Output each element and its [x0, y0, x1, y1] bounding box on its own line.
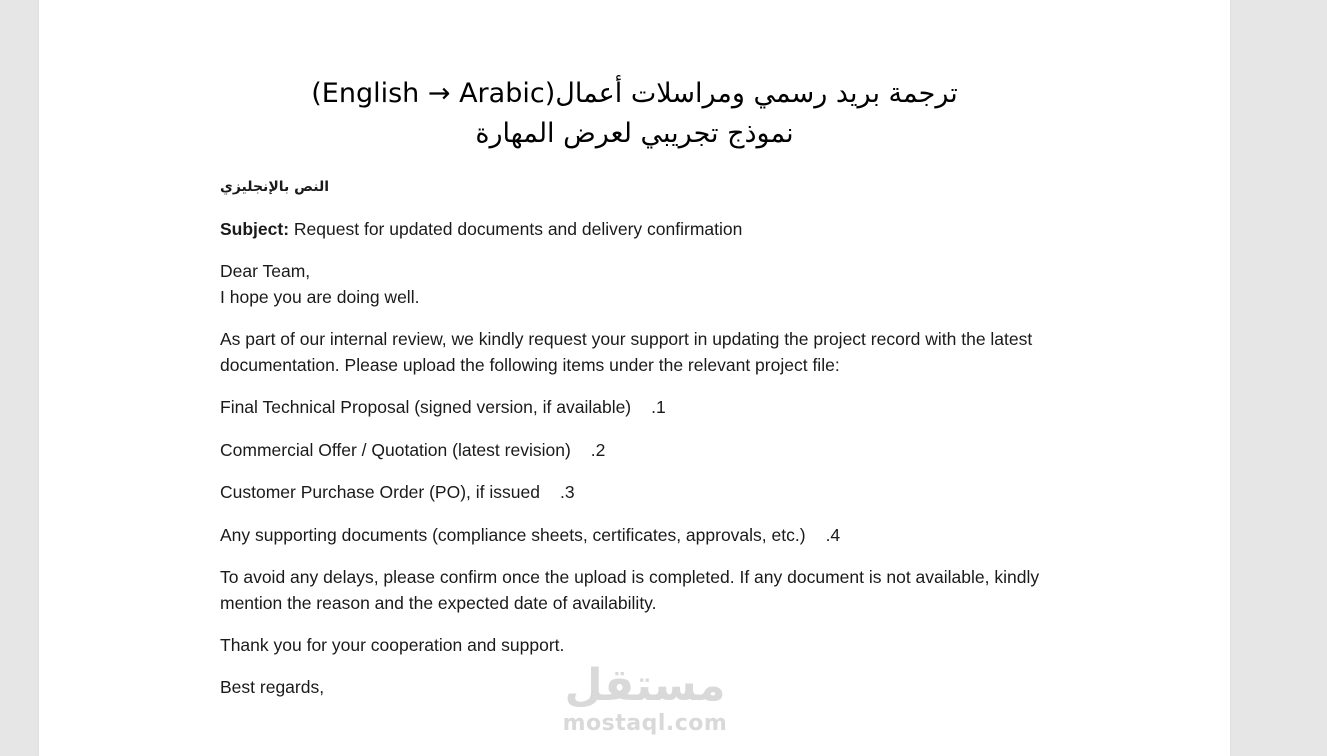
list-item-text: Commercial Offer / Quotation (latest revision)	[220, 439, 571, 460]
closing-line: Best regards,	[220, 677, 325, 697]
list-item	[220, 394, 1060, 420]
document-page	[39, 0, 1230, 756]
list-item-number: .1	[651, 397, 666, 417]
list-item-number: .2	[590, 439, 606, 460]
watermark-latin-text: mostaql.com	[562, 711, 728, 736]
greeting-line-1: Dear Team,	[220, 261, 311, 281]
list-item-number: .4	[825, 524, 841, 545]
list-item-text: Customer Purchase Order (PO), if issued	[220, 482, 540, 502]
list-item-number: .3	[559, 482, 575, 502]
list-item	[220, 437, 1060, 463]
mostaql-watermark	[542, 660, 748, 736]
subject-line	[220, 216, 1060, 242]
section-label-english-text: النص بالإنجليزي	[220, 179, 329, 195]
subject-value: Request for updated documents and delivery confirmation	[289, 219, 743, 239]
list-item-text: Final Technical Proposal (signed version, if available)	[220, 397, 632, 417]
thanks-paragraph: Thank you for your cooperation and support.	[220, 635, 565, 655]
subject-key: Subject:	[220, 219, 290, 239]
list-item	[220, 479, 1060, 505]
title-line-1: ترجمة بريد رسمي ومراسلات أعمال(English → Arabic)	[311, 78, 958, 109]
intro-paragraph: As part of our internal review, we kindly request your support in updating the project record with the latest documentation. Please upload the following items under the relevant project file:	[220, 329, 1033, 375]
watermark-arabic-logo: مستقل	[564, 660, 726, 711]
document-title	[39, 74, 1230, 154]
document-body	[220, 172, 1060, 716]
followup-paragraph: To avoid any delays, please confirm once the upload is completed. If any document is not available, kindly mention the reason and the expected date of availability.	[220, 567, 1040, 613]
greeting	[220, 258, 1060, 310]
list-item-text: Any supporting documents (compliance sheets, certificates, approvals, etc.)	[220, 524, 806, 545]
greeting-line-2: I hope you are doing well.	[220, 287, 420, 307]
title-line-2: نموذج تجريبي لعرض المهارة	[475, 118, 794, 149]
list-item	[220, 522, 1060, 548]
